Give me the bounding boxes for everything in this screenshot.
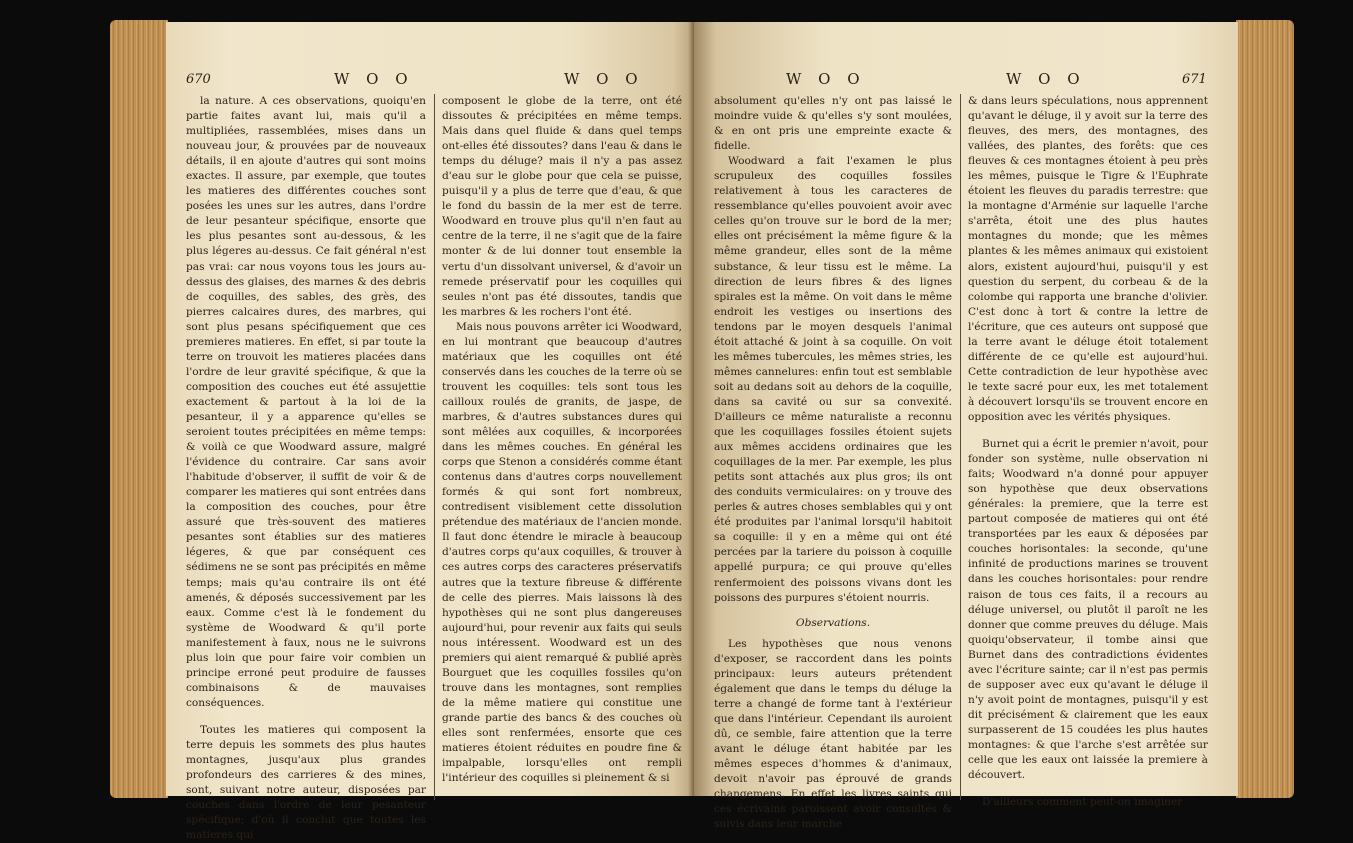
paragraph: absolument qu'elles n'y ont pas laissé le moindre vuide & qu'elles s'y sont moulées, & en ont pris une empreinte exacte & fidelle. [714,95,952,153]
left-running-head-2: W O O [564,70,644,88]
column-rule [960,94,961,800]
left-column-1 [186,94,426,843]
left-page-number: 670 [186,72,211,87]
column-rule [434,94,435,800]
paragraph: Mais nous pouvons arrêter ici Woodward, en lui montrant que beaucoup d'autres matériaux que les coquilles ont été conservés dans les couches de la terre où se trouvent les coquilles: tels sont tous les cailloux roulés de granits, de jaspe, de marbres, & d'autres substances dures qui sont mêlées aux coquilles, & incorporées dans les mêmes couches. En général les corps que Stenon a considérés comme étant contenus dans d'autres corps nouvellement formés & qui sont fort nombreux, contredisent visiblement cette dissolution prétendue des matériaux de l'ancien monde. Il faut donc étendre le miracle à beaucoup d'autres corps qu'aux coquilles, & trouver à ces autres corps des caracteres préservatifs autres que la texture fibreuse & différente de celle des pierres. Mais laissons là des hypothèses qui ne sont plus dangereuses aujourd'hui, pour revenir aux faits qui seuls nous intéressent. Woodward est un des premiers qui aient remarqué & publié après Bourguet que les coquilles fossiles qu'on trouve dans les montagnes, sont remplies de la même matiere qui constitue une grande partie des bancs & des couches où elles sont renfermées, ensorte que ces matieres étoient réduites en poudre fine & impalpable, lorsqu'elles ont rempli l'intérieur des coquilles si pleinement & si [442,320,682,785]
right-page-number: 671 [1182,72,1207,87]
paragraph: Toutes les matieres qui composent la terre depuis les sommets des plus hautes montagnes, jusqu'aux plus grandes profondeurs des carrieres & des mines, sont, suivant notre auteur, disposées par couches dans l'ordre de leur pesanteur spécifique; d'où il conclut que toutes les matieres qui [186,723,426,842]
left-column-2 [442,94,682,786]
paragraph: Burnet qui a écrit le premier n'avoit, pour fonder son système, nulle observation ni faits; Woodward n'a donné pour appuyer son hypothèse que deux observations générales: la premiere, que la terre est partout composée de matieres qui ont été transportées par les eaux & déposées par couches horisontales: la seconde, qu'une infinité de productions marines se trouvent dans les couches horisontales: pour rendre raison de tous ces faits, il a recours au déluge universel, ou plutôt il paroît ne les donner que comme preuves du déluge. Mais quoiqu'observateur, il tombe ainsi que Burnet dans des contradictions évidentes avec l'écriture sainte; car il n'est pas permis de supposer avec eux qu'avant le déluge il n'y avoit point de montagnes, puisqu'il y est dit précisément & clairement que les eaux surpasserent de 15 coudées les plus hautes montagnes: & que l'arche s'est arrêtée sur celle que les eaux ont laissée la premiere à découvert. [968,438,1208,782]
right-running-head-2: W O O [1006,70,1086,88]
section-heading: Observations. [795,616,871,629]
paragraph: D'ailleurs comment peut-on imaginer [982,796,1183,809]
paragraph: composent le globe de la terre, ont été dissoutes & précipitées en même temps. Mais dans quel fluide & dans quel temps ont-elles été dissoutes? dans l'eau & dans le temps du déluge? mais il n'y a pas assez d'eau sur le globe pour que cela se puisse, puisqu'il y a plus de terre que d'eau, & que le fond du bassin de la mer est de terre. Woodward en trouve plus qu'il n'en faut au centre de la terre, il ne s'agit que de la faire monter & de lui donner tout ensemble la vertu d'un dissolvant universel, & d'avoir un remede préservatif pour les coquilles qui seules n'ont pas été dissoutes, tandis que les marbres & les rochers l'ont été. [442,95,682,318]
paragraph: & dans leurs spéculations, nous apprennent qu'avant le déluge, il y avoit sur la terre des fleuves, des mers, des montagnes, des vallées, des plantes, des forêts: que ces fleuves & ces montagnes étoient à peu près les mêmes, puisque le Tigre & l'Euphrate étoient les fleuves du paradis terrestre: que la montagne d'Arménie sur laquelle l'arche s'arrêta, étoit une des plus hautes montagnes du monde; que les mêmes plantes & les mêmes animaux qui existoient alors, existent aujourd'hui, puisqu'il y est question du serpent, du corbeau & de la colombe qui rapporta une branche d'olivier. C'est donc à tort & contre la lettre de l'écriture, que ces auteurs ont supposé que la terre avant le déluge étoit totalement différente de ce qu'elle est aujourd'hui. Cette contradiction de leur hypothèse avec le texte sacré pour eux, les met totalement à découvert lorsqu'ils se trouvent encore en opposition avec les vérités physiques. [968,95,1208,423]
paragraph: Woodward a fait l'examen le plus scrupuleux des coquilles fossiles relativement à tous les caracteres de ressemblance qu'elles pouvoient avoir avec celles qu'on trouve sur le bord de la mer; elles ont précisément la même figure & la même grandeur, elles sont de la même substance, & leur tissu est le même. La direction de leurs fibres & des lignes spirales est la même. On voit dans le même endroit les vestiges ou insertions des tendons par le moyen desquels l'animal étoit attaché & joint à sa coquille. On voit les mêmes tubercules, les mêmes stries, les mêmes cannelures: enfin tout est semblable soit au dedans soit au dehors de la coquille, dans sa cavité ou sur sa convexité. D'ailleurs ce même naturaliste a reconnu que les coquillages fossiles étoient sujets aux mêmes accidens ordinaires que les coquillages de la mer. Par exemple, les plus petits sont attachés aux plus gros; ils ont des conduits vermiculaires: on y trouve des perles & autres choses semblables qui y ont été produites par l'animal lorsqu'il habitoit sa coquille: il y en a même qui ont été percées par la tariere du poisson à coquille appellé purpura; ce qui prouve qu'elles renfermoient des poissons vivans dont les poissons des purpures s'étoient nourris. [714,155,952,604]
left-page [166,22,694,842]
right-running-head-1: W O O [786,70,866,88]
right-page-edges [1236,20,1294,798]
paragraph: Les hypothèses que nous venons d'exposer, se raccordent dans les points principaux: leurs auteurs prétendent également que dans le temps du déluge la terre a changé de forme tant à l'extérieur que dans l'intérieur. Cependant ils auroient dû, ce semble, faire attention que la terre avant le déluge étant habitée par les mêmes especes d'hommes & d'animaux, devoit n'avoir pas éprouvé de grands changemens. En effet les livres saints qui ces écrivains paroissent avoir consultés & suivis dans leur marche [714,637,952,831]
right-column-1 [714,94,952,832]
paragraph: la nature. A ces observations, quoiqu'en partie faites avant lui, mais qu'il a multipliées, rassemblées, mises dans un nouveau jour, & prouvées par de nouveaux détails, il en ajoute d'autres qui sont moins exactes. Il assure, par exemple, que toutes les matieres des différentes couches sont posées les unes sur les autres, dans l'ordre de leur pesanteur spécifique, ensorte que les plus pesantes sont au-dessous, & les plus légeres au-dessus. Ce fait général n'est pas vrai: car nous voyons tous les jours au-dessus des glaises, des marnes & des debris de coquilles, des sables, des grès, des pierres calcaires dures, des marbres, qui sont plus pesans spécifiquement que ces premieres matieres. En effet, si par toute la terre on trouvoit les matieres placées dans l'ordre de leur gravité spécifique, & que la composition des couches eut été assujettie exactement & partout à la loi de la pesanteur, il y a apparence qu'elles se seroient toutes précipitées en même temps: & voilà ce que Woodward assure, malgré l'évidence du contraire. Car sans avoir l'habitude d'observer, il suffit de voir & de comparer les matieres qui sont entrées dans la composition des couches, pour être assuré que très-souvent des matieres pesantes sont établies sur des matieres légeres, & que par conséquent ces sédimens ne se sont pas précipités en même temps; mais qu'au contraire ils ont été amenés, & déposés successivement par les eaux. Comme c'est là le fondement du système de Woodward & qu'il porte manifestement à faux, nous ne le suivrons plus loin que pour faire voir combien un principe erroné peut produire de fausses combinaisons & de mauvaises conséquences. [186,95,426,709]
left-page-edges [110,20,168,798]
left-running-head-1: W O O [334,70,414,88]
right-column-2 [968,94,1208,810]
right-page [694,22,1238,831]
